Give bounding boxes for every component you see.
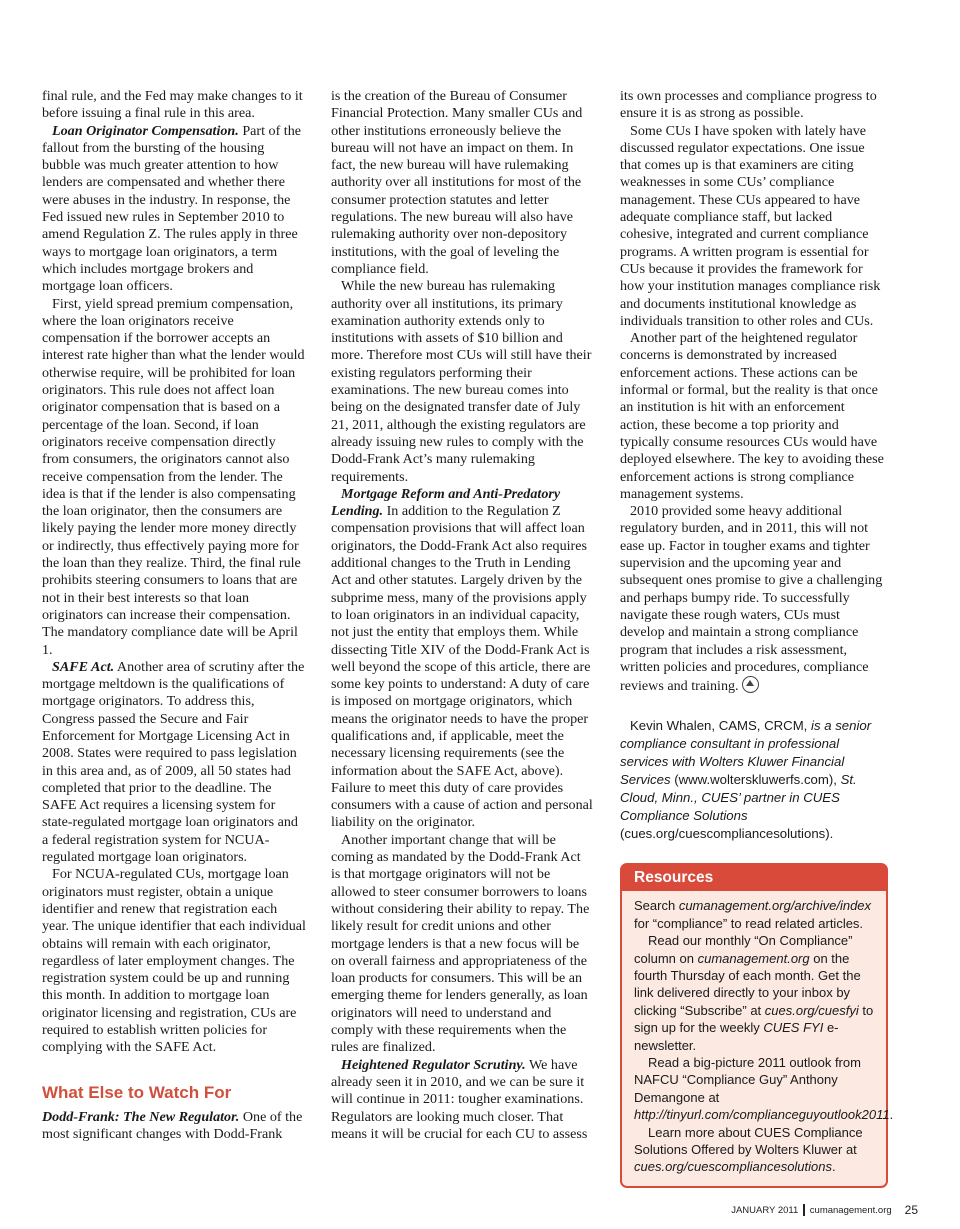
paragraph-text: Part of the fallout from the bursting of the housing bubble was much greater attention to how lenders are compensated and whether there were abuses in the industry. In response, the Fed issued new rules in September 2010 to amend Regulation Z. The rules apply in three ways to mortgage loan originators, a term which includes mortgage brokers and mortgage loan officers. — [42, 122, 302, 295]
paragraph — [42, 659, 306, 867]
resources-body — [622, 891, 894, 1186]
paragraph-text: One of the most significant changes with Dodd-Frank — [42, 1108, 303, 1142]
paragraph: Another important change that will be coming as mandated by the Dodd-Frank Act is that mortgage originators will not be allowed to steer consumer borrowers to loans without considering their ability to repay. The likely result for credit unions and other mortgage lenders is that a new focus will be on overall fairness and appropriateness of the loan products for consumers. This will be an emerging theme for lenders generally, as loan originators will need to understand and comply with these requirements when the rules are finalized. — [331, 831, 590, 1056]
article-column-1 — [42, 88, 306, 1143]
paragraph — [42, 1109, 306, 1144]
paragraph — [331, 486, 593, 832]
footer-site: cumanagement.org — [809, 1204, 892, 1216]
author-role: is a senior compliance consultant in professional services with Wolters Kluwer Financial Services — [620, 718, 872, 788]
author-location: St. Cloud, Minn., CUES’ partner in CUES Compliance Solutions — [620, 772, 857, 824]
paragraph-text: We have already seen it in 2010, and we can be sure it will continue in 2011: tougher examinations. Regulators are looking much closer. That means it will be crucial for each CU to assess — [331, 1056, 588, 1142]
paragraph-text: In addition to the Regulation Z compensation provisions that will affect loan originators, the Dodd-Frank Act also requires additional changes to the Truth in Lending Act and other statutes. Largely driven by the subprime mess, many of the provisions apply to loan originators in an individual capacity, not just the entity that employs them. While dissecting Title XIV of the Dodd-Frank Act is well beyond the scope of this article, there are some key points to understand: A duty of care is imposed on mortgage originators, which means the originator needs to have the proper qualifications and, if applicable, meet the necessary licensing requirements (see the information about the SAFE Act, above). Failure to meet this duty of care provides consumers with a cause of action and personal liability on the originator. — [331, 503, 593, 831]
resource-link: cumanagement.org — [697, 950, 810, 966]
section-heading: What Else to Watch For — [42, 1082, 232, 1102]
issue-date: JANUARY 2011 — [731, 1204, 799, 1216]
resource-link: cues.org/cuesfyi — [764, 1002, 859, 1018]
resource-item: Search cumanagement.org/archive/index for “compliance” to read related articles. — [634, 898, 872, 931]
paragraph — [620, 503, 886, 695]
run-in-heading: Loan Originator Compensation. — [52, 122, 239, 139]
paragraph-text: Another area of scrutiny after the mortgage meltdown is the qualifications of mortgage originators. To address this, Congress passed the Secure and Fair Enforcement for Mortgage Licensing Act in 2008. States were required to pass legislation in this area and, as of 2009, all 50 states had completed that prior to the deadline. The SAFE Act requires a licensing system for state-regulated mortgage loan originators and a federal registration system for NCUA-regulated mortgage loan originators. — [42, 658, 305, 866]
resource-link: cumanagement.org/archive/index — [678, 898, 872, 914]
resource-item: Read our monthly “On Compliance” column on cumanagement.org on the fourth Thursday of each month. Get the link delivered directly to your inbox by clicking “Subscribe” at cues.org/cuesfyi to sign up for the weekly CUES FYI e-newsletter. — [634, 933, 874, 1053]
article-column-2 — [331, 88, 593, 1143]
paragraph: final rule, and the Fed may make changes to it before issuing a final rule in this area. — [42, 88, 303, 122]
author-name: Kevin Whalen, CAMS, CRCM, — [630, 718, 812, 734]
run-in-heading: SAFE Act. — [52, 658, 115, 675]
paragraph — [42, 123, 306, 296]
paragraph: While the new bureau has rulemaking authority over all institutions, its primary examination authority extends only to institutions with assets of $10 billion and more. Therefore most CUs will still have their existing regulators performing their examinations. The new bureau comes into being on the designated transfer date of July 21, 2011, although the existing regulators are already issuing new rules to comply with the Dodd-Frank Act’s many rulemaking requirements. — [331, 278, 592, 485]
author-bio — [620, 717, 886, 843]
author-url: (cues.org/cuescompliancesolutions). — [620, 826, 834, 842]
paragraph: First, yield spread premium compensation, where the loan originators receive compensation if the borrower accepts an interest rate higher than what the lender would otherwise require, will be prohibited for loan originators. This rule does not affect loan originator compensation that is based on a percentage of the loan. Second, if loan originators receive compensation directly from consumers, the originators cannot also receive compensation from the lender. The idea is that if the lender is also compensating the loan originator, then the consumers are likely paying the lender more money directly or indirectly, thus effectively paying more for the loan than they realize. Third, the final rule prohibits steering consumers to loans that are not in their best interests so that loan originators can increase their compensation. The mandatory compliance date will be April 1. — [42, 295, 305, 658]
resource-link: http://tinyurl.com/complianceguyoutlook2011 — [634, 1107, 890, 1123]
paragraph: Some CUs I have spoken with lately have discussed regulator expectations. One issue that comes up is that examiners are citing weaknesses in some CUs’ compliance management. These CUs appeared to have adequate compliance staff, but lacked cohesive, integrated and current compliance programs. A written program is essential for CUs because it provides the framework for how your institution manages compliance risk and documents institutional knowledge as individuals transition to other roles and CUs. — [620, 122, 881, 329]
paragraph: For NCUA-regulated CUs, mortgage loan originators must register, obtain a unique identifier and renew that registration each year. The unique identifier that each individual obtains will remain with each originator, regardless of later employment changes. The registration system could be up and running this month. In addition to mortgage loan originator licensing and registration, CUs are required to establish written policies for complying with the SAFE Act. — [42, 866, 306, 1056]
resource-link: cues.org/cuescompliancesolutions — [634, 1159, 832, 1175]
resource-item: Read a big-picture 2011 outlook from NAFCU “Compliance Guy” Anthony Demangone at http://tinyurl.com/complianceguyoutlook2011. — [634, 1055, 894, 1123]
run-in-heading: Heightened Regulator Scrutiny. — [341, 1056, 526, 1073]
paragraph — [331, 1057, 593, 1143]
run-in-heading: Mortgage Reform and Anti-Predatory Lending. — [331, 485, 561, 520]
paragraph-text: 2010 provided some heavy additional regulatory burden, and in 2011, this will not ease up. Factor in tougher exams and tighter supervision and the upcoming year and subsequent ones promise to give a challenging and perhaps bumpy ride. To successfully navigate these rough waters, CUs must develop and maintain a strong compliance program that includes a risk assessment, written policies and procedures, compliance reviews and training. — [620, 503, 883, 695]
page-footer — [731, 1203, 918, 1217]
page-number: 25 — [904, 1203, 918, 1217]
paragraph: is the creation of the Bureau of Consumer Financial Protection. Many smaller CUs and other institutions erroneously believe the bureau will not have an impact on them. In fact, the new bureau will have rulemaking authority over all institutions for most of the consumer protection statutes and letter regulations. The new bureau will also have rulemaking authority over non-depository institutions, with the goal of leveling the compliance field. — [331, 88, 583, 277]
author-company-site: (www.wolterskluwerfs.com), — [670, 772, 841, 788]
article-column-3 — [620, 88, 894, 1188]
resources-box — [620, 863, 894, 1188]
footer-divider — [803, 1204, 805, 1216]
resource-item: Learn more about CUES Compliance Solutions Offered by Wolters Kluwer at cues.org/cuescompliancesolutions. — [634, 1124, 863, 1175]
end-of-article-icon — [742, 676, 759, 693]
run-in-heading: Dodd-Frank: The New Regulator. — [42, 1108, 240, 1125]
publication-name: CUES FYI — [763, 1020, 824, 1036]
paragraph: its own processes and compliance progress to ensure it is as strong as possible. — [620, 88, 877, 122]
resources-title: Resources — [622, 865, 886, 891]
paragraph: Another part of the heightened regulator concerns is demonstrated by increased enforcement actions. These actions can be informal or formal, but the reality is that once an institution is hit with an enforcement action, these become a top priority and typically consume resources CUs would have deployed elsewhere. The key to avoiding these enforcement actions is strong compliance management systems. — [620, 330, 884, 502]
